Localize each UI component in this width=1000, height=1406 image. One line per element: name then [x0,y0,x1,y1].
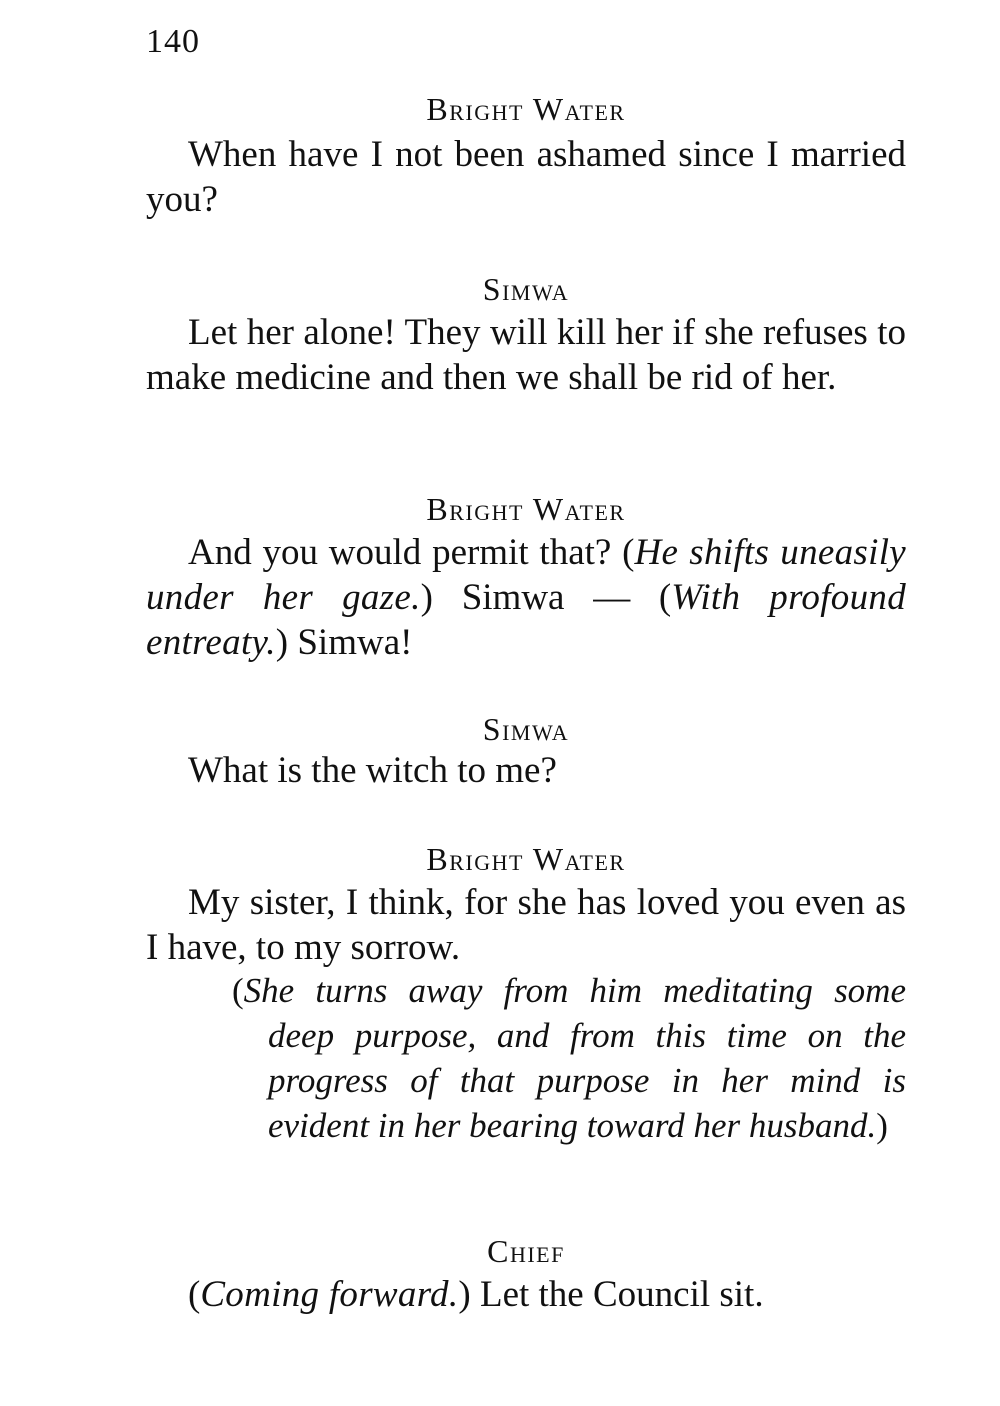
dialogue-segment: My sister, I think, for she has loved you even as I have, to my sorrow. [146,882,906,968]
speaker-name: Simwa [482,271,570,307]
dialogue-segment: When have I not been ashamed since I married you? [146,134,906,220]
dialogue-segment: And you would permit that? [188,532,623,573]
paren-open: ( [658,577,672,618]
speaker-name: Simwa [482,711,570,747]
dialogue-segment: ) Simwa — [420,577,659,618]
dialogue-segment: What is the witch to me? [188,750,557,791]
dialogue-text [146,748,906,793]
dialogue-segment: Let her alone! They will kill her if she refuses to make medicine and then we shall be rid of her. [146,312,906,398]
dialogue-segment: ) Simwa! [275,622,413,663]
paren-open: ( [622,532,635,573]
stage-direction-inline: With profound entreaty. [146,577,906,663]
stage-direction-inline: He shifts uneasily under her gaze. [146,532,906,618]
stage-direction-inline: Coming forward. [200,1274,459,1315]
stage-direction [232,968,906,1148]
dialogue-text [146,310,906,400]
dialogue-text [146,132,906,222]
dialogue-segment: ) Let the Council sit. [458,1274,764,1315]
paren-open: ( [188,1274,201,1315]
speaker-name: Chief [487,1233,565,1269]
paren-close: ) [876,1106,888,1145]
stage-direction-text: She turns away from him meditating some deep purpose, and from this time on the progress of that purpose in her mind is evident in her bearing toward her husband. [243,971,906,1145]
dialogue-text [146,530,906,665]
dialogue-text [146,880,906,970]
paren-open: ( [232,971,244,1010]
page-number: 140 [146,23,200,60]
speaker-name: Bright Water [426,491,626,527]
speaker-name: Bright Water [426,91,626,127]
speaker-name: Bright Water [426,841,626,877]
dialogue-text [146,1272,906,1317]
